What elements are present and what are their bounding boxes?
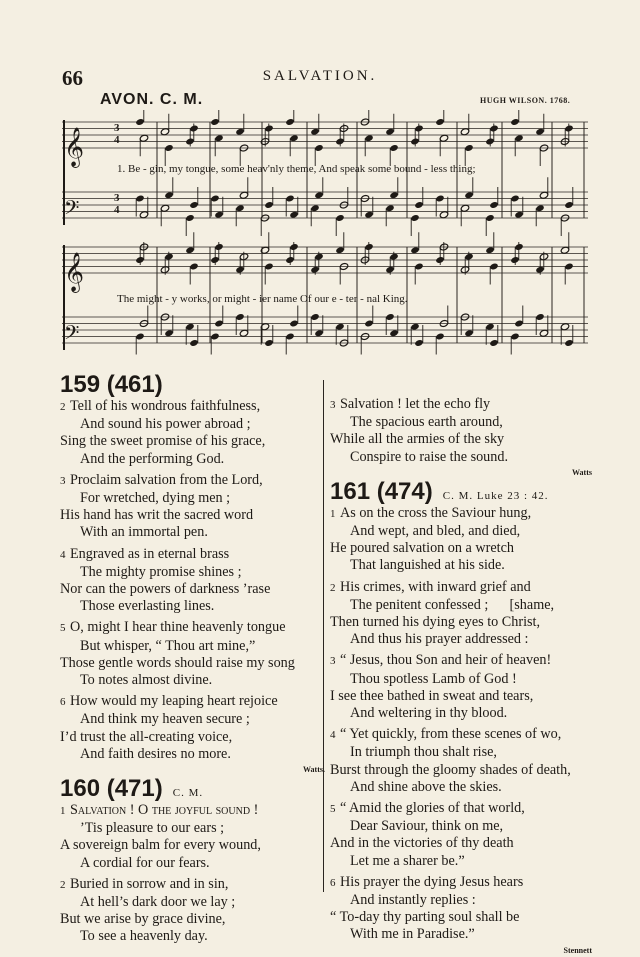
note-head bbox=[160, 204, 169, 212]
verse: 1 Salvation ! O the joyful sound ! ’Tis pleasure to our ears ; A sovereign balm for every wound, A cordial for our fears. bbox=[60, 802, 261, 871]
lyric-line-2: The might - y works, or might - ier name Of our e - ter - nal King. bbox=[117, 293, 408, 305]
verse: 6 How would my leaping heart rejoice And think my heaven secure ; I’d trust the all-creating voice, And faith desires no more. bbox=[60, 693, 278, 762]
note-head bbox=[335, 214, 344, 222]
verse: 2 His crimes, with inward grief and The penitent confessed ; [shame, Then turned his dying eyes to Christ, And thus his prayer addressed : bbox=[330, 578, 555, 648]
note-head bbox=[414, 339, 423, 347]
note-head bbox=[389, 144, 398, 152]
note-head bbox=[514, 134, 523, 142]
note-head bbox=[514, 211, 523, 219]
note-head bbox=[514, 243, 523, 251]
lyric-line-1: 1. Be - gin, my tongue, some heav'nly theme, And speak some bound - less thing; bbox=[117, 163, 476, 175]
note-head bbox=[210, 333, 219, 341]
note-head bbox=[564, 339, 573, 347]
svg-text:4: 4 bbox=[114, 204, 120, 216]
note-head bbox=[160, 128, 169, 136]
note-head bbox=[439, 134, 448, 142]
note-head bbox=[289, 243, 298, 251]
verse: 1 As on the cross the Saviour hung, And wept, and bled, and died, He poured salvation on a wretch That languished at his side. bbox=[330, 504, 532, 574]
note-head bbox=[560, 323, 569, 331]
note-head bbox=[235, 313, 244, 321]
note-head bbox=[214, 243, 223, 251]
verse: 4 Engraved as in eternal brass The mighty promise shines ; Nor can the powers of darkness ’rase Those everlasting lines. bbox=[60, 545, 271, 615]
note-head bbox=[264, 201, 273, 209]
note-head bbox=[335, 246, 344, 254]
note-head bbox=[185, 323, 194, 331]
hymn-heading: 159 (461) bbox=[60, 371, 163, 398]
note-head bbox=[239, 329, 248, 337]
attribution: Watts. bbox=[303, 765, 325, 775]
note-head bbox=[239, 191, 248, 199]
verse: 3 “ Jesus, thou Son and heir of heaven! Thou spotless Lamb of God ! I see thee bathed in sweat and tears, And weltering in thy blood. bbox=[330, 652, 552, 722]
note-head bbox=[539, 329, 548, 337]
note-head bbox=[214, 134, 223, 142]
note-head bbox=[485, 214, 494, 222]
verse: 4 “ Yet quickly, from these scenes of wo, In triumph thou shalt rise, Burst through the gloomy shades of death, And shine above the skies. bbox=[330, 726, 571, 795]
note-head bbox=[535, 128, 544, 136]
note-head bbox=[314, 253, 323, 261]
note-head bbox=[485, 323, 494, 331]
note-head bbox=[164, 144, 173, 152]
running-head: SALVATION. bbox=[262, 68, 378, 84]
note-head bbox=[464, 329, 473, 337]
svg-text:𝄞: 𝄞 bbox=[64, 252, 85, 292]
note-head bbox=[489, 263, 498, 271]
note-head bbox=[464, 253, 473, 261]
note-head bbox=[189, 125, 198, 133]
note-head bbox=[135, 333, 144, 341]
note-head bbox=[389, 253, 398, 261]
note-head bbox=[310, 313, 319, 321]
note-head bbox=[135, 118, 144, 126]
note-head bbox=[135, 195, 144, 203]
bar-lines bbox=[157, 122, 584, 343]
svg-text:𝄢: 𝄢 bbox=[64, 196, 80, 224]
note-head bbox=[139, 134, 148, 142]
note-head bbox=[564, 201, 573, 209]
note-head bbox=[189, 201, 198, 209]
note-head bbox=[385, 313, 394, 321]
note-head bbox=[460, 128, 469, 136]
note-head bbox=[364, 211, 373, 219]
note-head bbox=[464, 144, 473, 152]
tune-name: AVON. C. M. bbox=[100, 91, 204, 108]
note-head bbox=[564, 125, 573, 133]
note-head bbox=[439, 211, 448, 219]
note-head bbox=[535, 204, 544, 212]
note-head bbox=[139, 211, 148, 219]
tune-composer: HUGH WILSON. 1768. bbox=[480, 96, 571, 105]
music-score bbox=[62, 110, 592, 360]
note-head bbox=[535, 313, 544, 321]
verse: 3 Salvation ! let the echo fly The spacious earth around, While all the armies of the sky Conspire to raise the sound. bbox=[330, 396, 509, 465]
note-head bbox=[314, 144, 323, 152]
svg-text:3: 3 bbox=[114, 192, 120, 204]
note-head bbox=[189, 339, 198, 347]
note-head bbox=[385, 128, 394, 136]
left-column bbox=[60, 372, 325, 950]
note-head bbox=[410, 214, 419, 222]
verse: 2 Tell of his wondrous faithfulness, And sound his power abroad ; Sing the sweet promise of his grace, And the performing God. bbox=[60, 398, 266, 467]
note-head bbox=[414, 201, 423, 209]
note-head bbox=[385, 204, 394, 212]
note-head bbox=[460, 204, 469, 212]
note-head bbox=[364, 243, 373, 251]
note-head bbox=[314, 191, 323, 199]
hymn-heading: 160 (471) C. M. bbox=[60, 775, 204, 803]
page-number: 66 bbox=[62, 66, 83, 90]
note-heads bbox=[135, 110, 573, 355]
note-head bbox=[210, 195, 219, 203]
verse: 5 “ Amid the glories of that world, Dear Saviour, think on me, And in the victories of thy death Let me a sharer be.” bbox=[330, 800, 525, 869]
attribution: Stennett bbox=[563, 945, 592, 955]
note-head bbox=[235, 128, 244, 136]
note-head bbox=[285, 333, 294, 341]
right-column bbox=[330, 396, 592, 957]
note-head bbox=[539, 191, 548, 199]
note-head bbox=[314, 329, 323, 337]
note-head bbox=[164, 253, 173, 261]
note-head bbox=[410, 246, 419, 254]
note-head bbox=[489, 339, 498, 347]
note-head bbox=[289, 211, 298, 219]
note-head bbox=[489, 201, 498, 209]
svg-text:4: 4 bbox=[114, 134, 120, 146]
note-head bbox=[435, 195, 444, 203]
note-head bbox=[560, 246, 569, 254]
note-head bbox=[264, 263, 273, 271]
note-head bbox=[364, 134, 373, 142]
note-head bbox=[564, 263, 573, 271]
note-head bbox=[285, 118, 294, 126]
note-head bbox=[435, 118, 444, 126]
note-head bbox=[435, 333, 444, 341]
verse: 5 O, might I hear thine heavenly tongue But whisper, “ Thou art mine,” Those gentle words should raise my song To notes almost divine. bbox=[60, 619, 295, 689]
note-head bbox=[510, 195, 519, 203]
hymn-heading: 161 (474) C. M. Luke 23 : 42. bbox=[330, 477, 549, 505]
note-head bbox=[414, 125, 423, 133]
note-head bbox=[514, 320, 523, 328]
note-head bbox=[285, 195, 294, 203]
verse: 3 Proclaim salvation from the Lord, For wretched, dying men ; His hand has writ the sacred word With an immortal pen. bbox=[60, 471, 263, 541]
note-head bbox=[489, 125, 498, 133]
note-head bbox=[289, 320, 298, 328]
note-head bbox=[485, 246, 494, 254]
note-head bbox=[335, 323, 344, 331]
verse: 2 Buried in sorrow and in sin, At hell’s dark door we lay ; But we arise by grace divine, To see a heavenly day. bbox=[60, 875, 236, 945]
note-head bbox=[264, 125, 273, 133]
note-head bbox=[164, 191, 173, 199]
note-head bbox=[364, 320, 373, 328]
note-head bbox=[510, 333, 519, 341]
attribution: Watts bbox=[572, 467, 592, 477]
note-head bbox=[189, 263, 198, 271]
note-head bbox=[289, 134, 298, 142]
note-head bbox=[464, 191, 473, 199]
note-head bbox=[185, 246, 194, 254]
note-head bbox=[414, 263, 423, 271]
verse: 6 His prayer the dying Jesus hears And instantly replies : “ To-day thy parting soul shall be With me in Paradise.” bbox=[330, 873, 524, 943]
note-head bbox=[389, 329, 398, 337]
note-head bbox=[185, 214, 194, 222]
svg-text:3: 3 bbox=[114, 122, 120, 134]
note-head bbox=[235, 204, 244, 212]
note-head bbox=[214, 211, 223, 219]
note-head bbox=[210, 118, 219, 126]
staff-lines bbox=[62, 122, 588, 343]
note-head bbox=[410, 323, 419, 331]
note-head bbox=[264, 339, 273, 347]
svg-text:𝄢: 𝄢 bbox=[64, 321, 80, 349]
note-head bbox=[214, 320, 223, 328]
note-head bbox=[310, 128, 319, 136]
note-head bbox=[510, 118, 519, 126]
note-head bbox=[164, 329, 173, 337]
note-head bbox=[310, 204, 319, 212]
note-head bbox=[389, 191, 398, 199]
svg-text:𝄞: 𝄞 bbox=[64, 127, 85, 167]
